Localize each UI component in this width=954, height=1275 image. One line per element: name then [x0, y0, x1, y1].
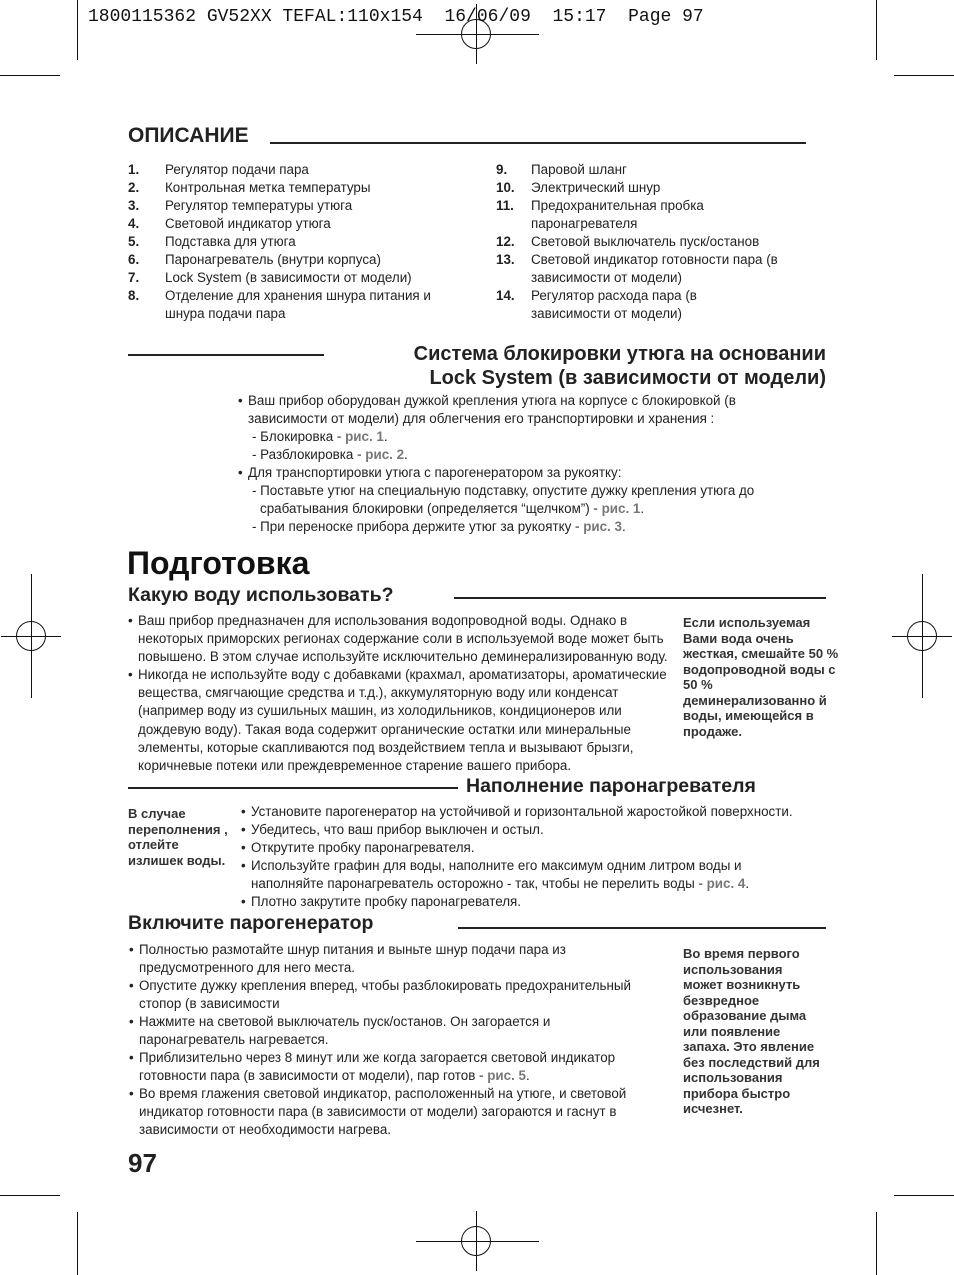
- fill-item: • Плотно закрутите пробку паронагревателя.: [241, 894, 521, 909]
- list-item: Lock System (в зависимости от модели): [165, 270, 412, 285]
- crop-mark: [77, 0, 78, 60]
- title-rule: [458, 927, 826, 929]
- item-number: 8.: [128, 288, 140, 303]
- list-item: Паровой шланг: [531, 162, 627, 177]
- turnon-side-note: Во время первого использования может возникнуть безвредное образование дыма или появление запаха. Это явление без последствий для использования прибора быстро исчезнет.: [683, 946, 820, 1116]
- list-item: Подставка для утюга: [165, 234, 296, 249]
- fill-item: • Убедитесь, что ваш прибор выключен и остыл.: [241, 822, 544, 837]
- fill-item: • Используйте графин для воды, наполните его максимум одним литром воды и наполняйте паронагреватель осторожно - так, чтобы не перелить воды - рис. 4.: [241, 858, 750, 892]
- turnon-item: • Полностью размотайте шнур питания и выньте шнур подачи пара из предусмотренного для него места.: [129, 942, 566, 976]
- turnon-item: • Опустите дужку крепления вперед, чтобы разблокировать предохранительный стопор (в зависимости: [129, 978, 631, 1012]
- fill-side-note: В случае переполнения , отлейте излишек воды.: [128, 806, 228, 868]
- turnon-item: • Во время глажения световой индикатор, расположенный на утюге, и световой индикатор готовности пара (в зависимости от модели) загораются и гаснут в зависимости от необходимости нагрева.: [129, 1086, 627, 1138]
- list-item: Электрический шнур: [531, 180, 661, 195]
- crop-mark: [416, 1241, 539, 1242]
- list-item: Контрольная метка температуры: [165, 180, 371, 195]
- item-number: 6.: [128, 252, 140, 267]
- lock-title-line1: Система блокировки утюга на основании: [413, 343, 826, 365]
- list-item: Предохранительная пробка парoнагревателя: [531, 198, 704, 231]
- water-side-note: Если используемая Вами вода очень жесткая, смешайте 50 % водопроводной воды с 50 % деминерализованно й воды, имеющейся в продаже.: [683, 615, 839, 739]
- list-item: Парoнагреватель (внутри корпуса): [165, 252, 381, 267]
- title-rule: [128, 354, 324, 356]
- lock-bullet-1: • Ваш прибор оборудован дужкой крепления утюга на корпусе с блокировкой (в зависимости от модели) для облегчения его транспортировки и хранения :: [238, 393, 736, 427]
- item-number: 4.: [128, 216, 140, 231]
- item-number: 5.: [128, 234, 140, 249]
- crop-mark: [77, 1212, 78, 1275]
- item-number: 2.: [128, 180, 140, 195]
- chapter-title: Подготовка: [127, 545, 310, 581]
- lock-sub-4: - При переноске прибора держите утюг за рукоятку - рис. 3.: [252, 519, 626, 534]
- crop-mark: [876, 1212, 877, 1275]
- lock-sub-2: - Разблокировка - рис. 2.: [252, 447, 408, 462]
- list-item: Световой индикатор готовности пара (в зависимости от модели): [531, 252, 778, 285]
- crop-mark: [0, 75, 60, 76]
- crop-mark: [876, 0, 877, 60]
- section-title-lock: [332, 342, 826, 390]
- crop-mark: [416, 34, 539, 35]
- list-item: Отделение для хранения шнура питания и шнура подачи пара: [165, 288, 431, 321]
- lock-sub-1: - Блокировка - рис. 1.: [252, 429, 388, 444]
- crop-mark: [894, 1195, 954, 1196]
- list-item: Световой выключатель пуск/останов: [531, 234, 760, 249]
- list-item: Световой индикатор утюга: [165, 216, 331, 231]
- item-number: 13.: [496, 252, 515, 267]
- fill-item: • Установите парогенератор на устойчивой и горизонтальной жаростойкой поверхности.: [241, 804, 793, 819]
- crop-mark: [922, 574, 923, 698]
- section-title-turnon: Включите парогенератор: [128, 912, 374, 934]
- item-number: 7.: [128, 270, 140, 285]
- crop-mark: [894, 75, 954, 76]
- section-title-fill: Наполнение паронагревателя: [466, 775, 756, 797]
- title-rule: [128, 787, 458, 789]
- fill-item: • Открутите пробку паронагревателя.: [241, 840, 475, 855]
- title-rule: [270, 142, 806, 144]
- lock-title-line2: Lock System (в зависимости от модели): [429, 367, 826, 389]
- item-number: 3.: [128, 198, 140, 213]
- section-title-description: ОПИСАНИЕ: [128, 124, 249, 147]
- lock-sub-3: - Поставьте утюг на специальную подставку, опустите дужку крепления утюга до срабатывания блокировки (определяется “щелчком”) - рис. 1.: [252, 483, 755, 517]
- lock-bullet-2: • Для транспортировки утюга с парогенератором за рукоятку:: [238, 465, 622, 480]
- item-number: 10.: [496, 180, 515, 195]
- item-number: 1.: [128, 162, 140, 177]
- item-number: 14.: [496, 288, 515, 303]
- crop-mark: [31, 574, 32, 698]
- item-number: 11.: [496, 198, 514, 213]
- section-title-water: Какую воду использовать?: [128, 584, 394, 606]
- item-number: 9.: [496, 162, 508, 177]
- list-item: Регулятор температуры утюга: [165, 198, 353, 213]
- water-bullet-1: • Ваш прибор предназначен для использования водопроводной воды. Однако в некоторых приморских регионах содержание соли в используемой воде может быть повышено. В этом случае используйте исключительно деминерализированную воду.: [128, 613, 668, 665]
- list-item: Регулятор подачи пара: [165, 162, 309, 177]
- turnon-item: • Приблизительно через 8 минут или же когда загорается световой индикатор готовности пара (в зависимости от модели), пар готов - рис. 5.: [129, 1050, 616, 1084]
- title-rule: [454, 597, 826, 599]
- list-item: Регулятор расхода пара (в зависимости от модели): [531, 288, 697, 321]
- page-number: 97: [128, 1148, 157, 1178]
- turnon-item: • Нажмите на световой выключатель пуск/останов. Он загорается и паронагреватель нагревается.: [129, 1014, 551, 1048]
- crop-mark: [0, 1195, 60, 1196]
- print-slug: 1800115362 GV52XX TEFAL:110x154 16/06/09 15:17 Page 97: [88, 7, 704, 27]
- item-number: 12.: [496, 234, 515, 249]
- water-bullet-2: • Никогда не используйте воду с добавками (крахмал, ароматизаторы, ароматические вещества, смягчающие средства и т.д.), аккумуляторную воду или конденсат (например воду из сушильных машин, из холодильников, кондиционеров или дождевую воду). Такая вода содержит органические остатки или минеральные элементы, которые скапливаются под воздействием тепла и вызывают брызги, коричневые потеки или преждевременное старение вашего прибора.: [128, 667, 667, 774]
